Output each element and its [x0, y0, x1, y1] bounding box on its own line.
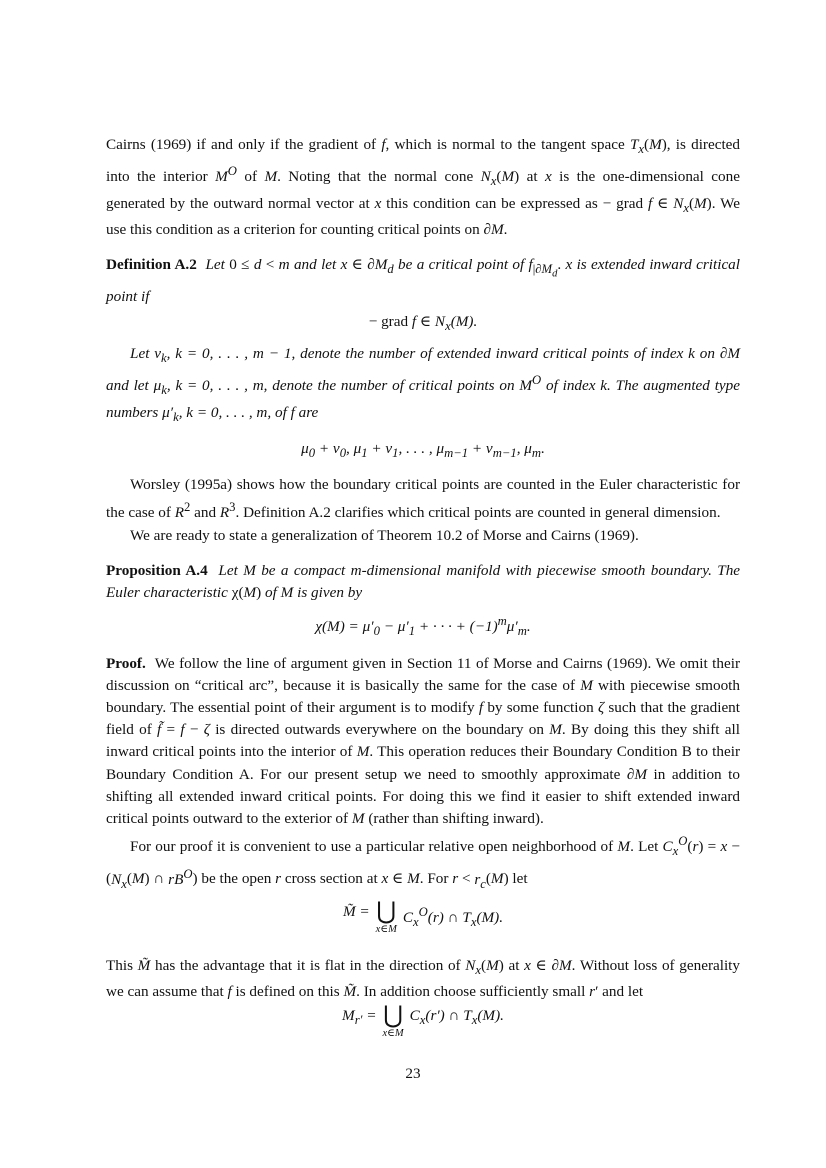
paragraph-ready: We are ready to state a generalization of Theorem 10.2 of Morse and Cairns (1969). [130, 526, 639, 544]
bigcup-symbol: ⋃ x∈M [382, 1003, 404, 1040]
definition-label: Definition A.2 [106, 255, 197, 273]
paragraph-neighborhood: For our proof it is convenient to use a particular relative open neighborhood of M. Let $C_x^O(r) = x - (N_x(M)$ ∩ $rB^O$) be the open r cross section at x ∈ M. For $r < r_c(M)$ let [106, 834, 740, 891]
m-r-prime-equation: $M_{r'}$ = ⋃ x∈M $C_x(r')$ ∩ $T_x(M)$. [342, 1003, 504, 1040]
paragraph-worsley: Worsley (1995a) shows how the boundary critical points are counted in the Euler characteristic for the case of $R^2$ and $R^3$. Definition A.2 clarifies which critical points are counted in general dimension. [106, 476, 740, 522]
paper-page-body [106, 134, 740, 1059]
proposition-label: Proposition A.4 [106, 561, 208, 579]
paragraph-this-m-tilde: This M̃ has the advantage that it is flat in the direction of $N_x(M)$ at x ∈ ∂M. Without loss of generality we can assume that f is defined on this M̃. In addition choose sufficiently small r′ and let [106, 956, 740, 1000]
proof-paragraph: Proof. We follow the line of argument given in Section 11 of Morse and Cairns (1969). We omit their discussion on “critical arc”, because it is basically the same for the case of M with piecewise smooth boundary. The essential point of their argument is to modify f by some function ζ such that the gradient field of f̃ = f − ζ is directed outwards everywhere on the boundary on M. By doing this they shift all inward critical points into the interior of M. This operation reduces their Boundary Condition B to their Boundary Condition A. For our present setup we need to smoothly approximate ∂M in addition to shifting all extended inward critical points. For doing this we find it easier to shift extended inward critical points outward to the exterior of M (rather than shifting inward). [106, 654, 741, 827]
m-tilde-equation: M̃ = ⋃ x∈M $C_x^O(r)$ ∩ $T_x(M)$. [342, 898, 504, 935]
bigcup-symbol: ⋃ x∈M [375, 898, 397, 935]
proof-label: Proof. [106, 654, 146, 672]
definition-equation: − grad f ∈ $N_x(M)$. [368, 312, 478, 333]
proposition-a4: Proposition A.4 Let M be a compact m-dimensional manifold with piecewise smooth boundary. The Euler characteristic χ(M) of M is given by [106, 561, 741, 602]
augmented-type-numbers-equation: $\mu_0 + \nu_0$, $\mu_1 + \nu_1$, . . . , $\mu_{m-1} + \nu_{m-1}$, $\mu_m$. [301, 439, 545, 460]
paragraph-boundary-criterion: Cairns (1969) if and only if the gradient of f, which is normal to the tangent space $T_x(M)$, is directed into the interior $M^O$ of M. Noting that the normal cone $N_x(M)$ at x is the one-dimensional cone generated by the outward normal vector at x this condition can be expressed as − grad f ∈ $N_x(M)$. We use this condition as a criterion for counting critical points on ∂M. [106, 136, 741, 238]
euler-characteristic-equation: $\chi(M) = \mu'_0 - \mu'_1$ + · · · + $(-1)^m\mu'_m$. [315, 614, 531, 639]
definition-continuation: Let $\nu_k$, k = 0, . . . , m − 1, denote the number of extended inward critical points of index k on ∂M and let $\mu_k$, k = 0, . . . , m, denote the number of critical points on $M^O$ of index k. The augmented type numbers $\mu'_k$, k = 0, . . . , m, of f are [106, 345, 740, 424]
definition-a2: Definition A.2 Let 0 ≤ d < m and let x ∈ $\partial M_d$ be a critical point of $f_{|\partial M_d}$. x is extended inward critical point if [106, 255, 740, 305]
page-number: 23 [405, 1065, 421, 1082]
